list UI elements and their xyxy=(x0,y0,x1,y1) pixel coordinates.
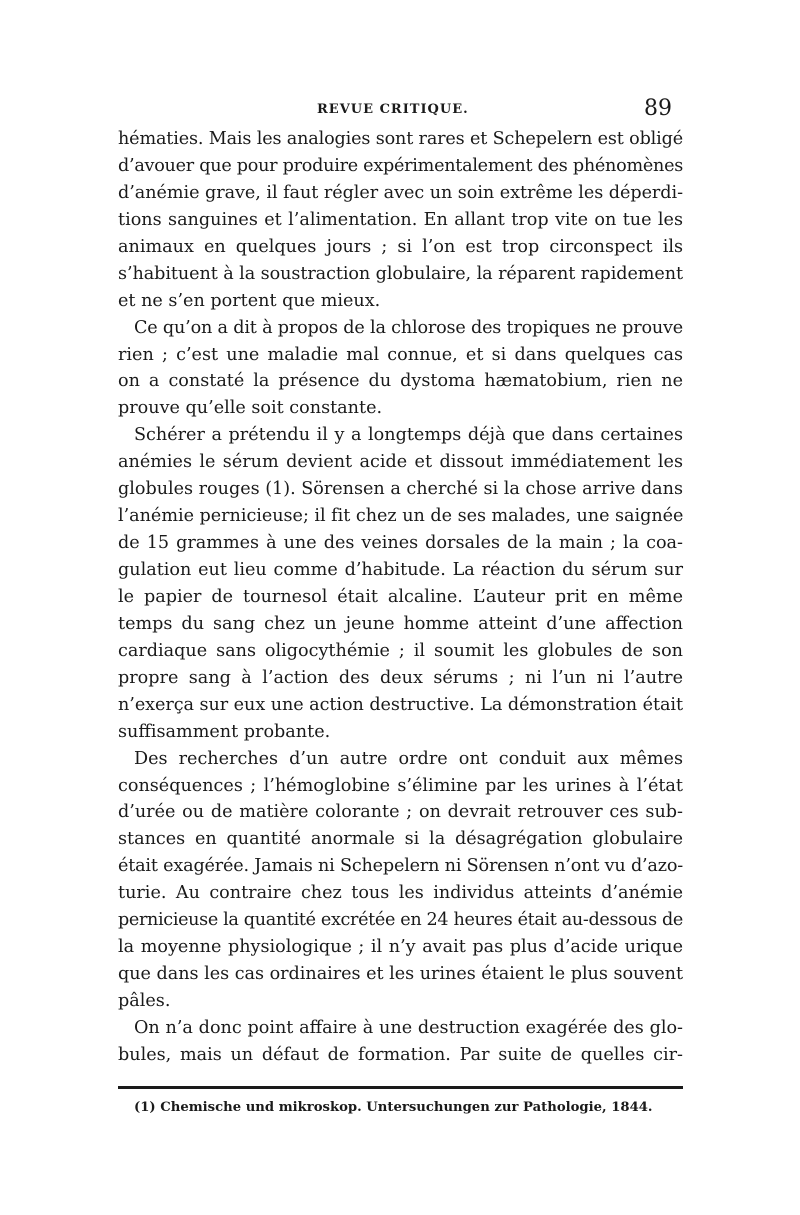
text-line: rien ; c’est une maladie mal connue, et si dans quelques cas xyxy=(118,344,683,365)
text-line: d’anémie grave, il faut régler avec un soin extrême les déperdi- xyxy=(118,182,683,203)
text-line: stances en quantité anormale si la désagrégation globulaire xyxy=(118,829,683,850)
running-title: REVUE CRITIQUE. xyxy=(317,102,469,117)
text-line: turie. Au contraire chez tous les individus atteints d’anémie xyxy=(118,883,683,904)
text-line: que dans les cas ordinaires et les urines étaient le plus souvent xyxy=(118,964,684,985)
text-line: conséquences ; l’hémoglobine s’élimine par les urines à l’état xyxy=(118,775,683,796)
text-line: hématies. Mais les analogies sont rares et Schepelern est obligé xyxy=(118,129,683,149)
page-number: 89 xyxy=(644,96,672,121)
text-line: l’anémie pernicieuse; il fit chez un de ses malades, une saignée xyxy=(118,506,684,527)
text-line: d’urée ou de matière colorante ; on devrait retrouver ces sub- xyxy=(118,802,683,823)
text-line: et ne s’en portent que mieux. xyxy=(118,290,381,311)
text-line: n’exerça sur eux une action destructive. La démonstration était xyxy=(118,694,683,715)
text-line: Schérer a prétendu il y a longtemps déjà que dans certaines xyxy=(134,425,683,446)
text-line: anémies le sérum devient acide et dissout immédiatement les xyxy=(118,452,683,473)
text-line: animaux en quelques jours ; si l’on est trop circonspect ils xyxy=(118,236,683,257)
text-line: la moyenne physiologique ; il n’y avait pas plus d’acide urique xyxy=(118,937,683,958)
text-line: propre sang à l’action des deux sérums ; ni l’un ni l’autre xyxy=(118,667,683,688)
text-line: Des recherches d’un autre ordre ont conduit aux mêmes xyxy=(134,748,683,769)
text-line: pâles. xyxy=(118,991,171,1011)
text-line: on a constaté la présence du dystoma hæmatobium, rien ne xyxy=(118,371,683,392)
text-line: était exagérée. Jamais ni Schepelern ni Sörensen n’ont vu d’azo- xyxy=(118,856,683,877)
text-line: Ce qu’on a dit à propos de la chlorose des tropiques ne prouve xyxy=(134,317,683,338)
text-line: bules, mais un défaut de formation. Par suite de quelles cir- xyxy=(118,1044,683,1065)
footnote-separator xyxy=(118,1086,683,1089)
text-line: globules rouges (1). Sörensen a cherché si la chose arrive dans xyxy=(118,479,684,500)
text-line: s’habituent à la soustraction globulaire, la réparent rapidement xyxy=(118,263,683,284)
text-line: de 15 grammes à une des veines dorsales de la main ; la coa- xyxy=(118,533,683,554)
text-line: suffisamment probante. xyxy=(118,721,331,742)
text-line: tions sanguines et l’alimentation. En allant trop vite on tue les xyxy=(118,209,683,230)
text-line: cardiaque sans oligocythémie ; il soumit les globules de son xyxy=(118,640,683,661)
footnote: (1) Chemische und mikroskop. Untersuchungen zur Pathologie, 1844. xyxy=(134,1100,653,1115)
text-line: temps du sang chez un jeune homme atteint d’une affection xyxy=(118,613,683,634)
running-head xyxy=(0,96,800,120)
text-line: gulation eut lieu comme d’habitude. La réaction du sérum sur xyxy=(118,560,683,580)
text-line: On n’a donc point affaire à une destruction exagérée des glo- xyxy=(134,1017,683,1038)
text-line: pernicieuse la quantité excrétée en 24 heures était au-dessous de xyxy=(118,910,683,931)
text-line: d’avouer que pour produire expérimentalement des phénomènes xyxy=(118,155,683,176)
text-line: le papier de tournesol était alcaline. L’auteur prit en même xyxy=(118,586,683,607)
body-text xyxy=(118,126,683,1069)
text-line: prouve qu’elle soit constante. xyxy=(118,398,383,419)
